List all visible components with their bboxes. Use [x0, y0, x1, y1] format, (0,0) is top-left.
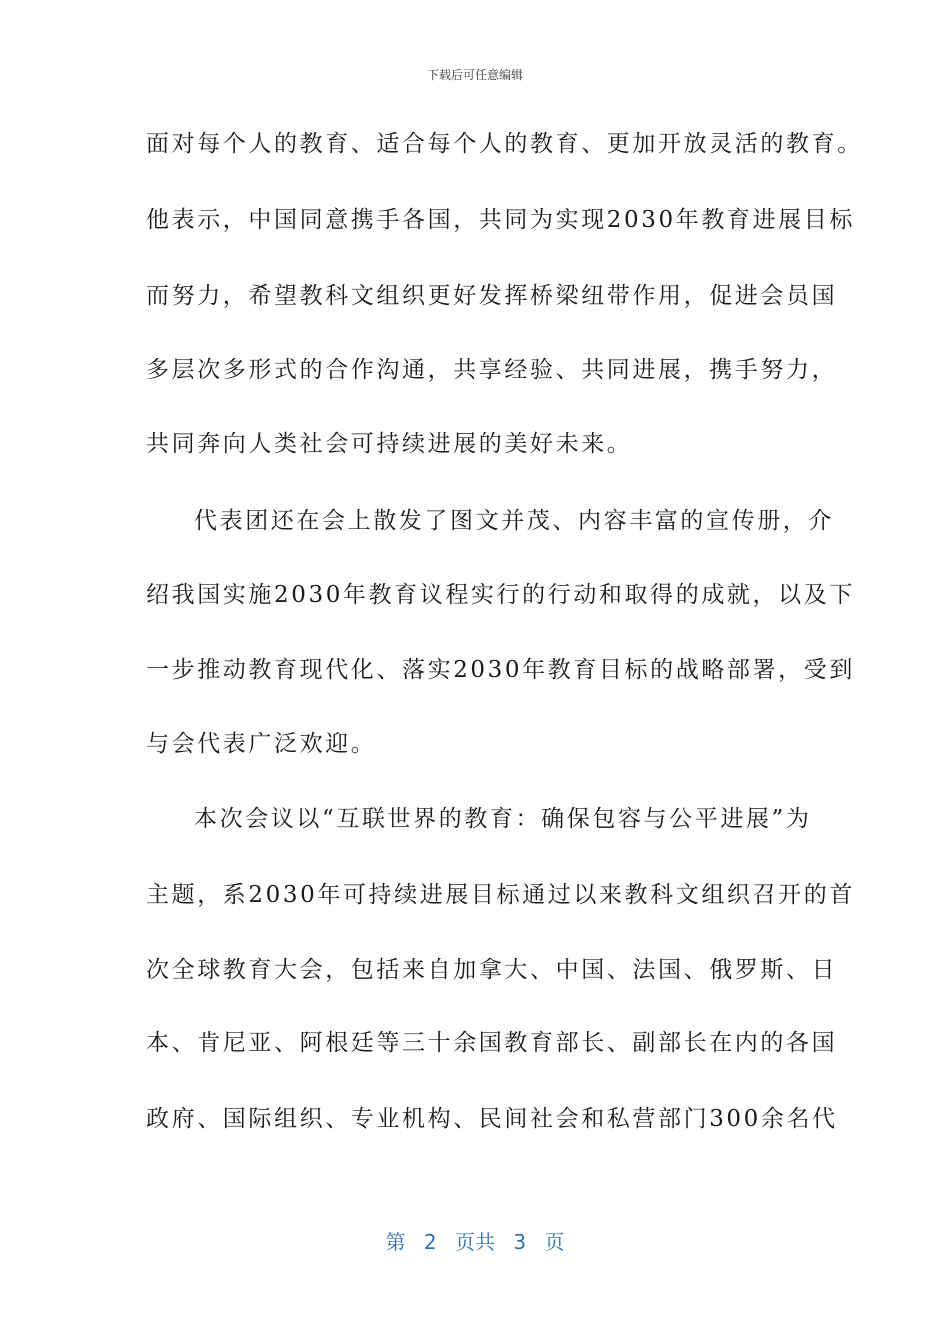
body-line-14: 政府、国际组织、专业机构、民间社会和私营部门300余名代 [146, 1106, 838, 1132]
body-line-2: 他表示，中国同意携手各国，共同为实现2030年教育进展目标 [146, 207, 855, 233]
footer-current-page: 2 [423, 1230, 437, 1254]
body-line-9: 与会代表广泛欢迎。 [146, 731, 377, 757]
footer-middle: 页共 [455, 1230, 495, 1254]
body-line-11: 主题，系2030年可持续进展目标通过以来教科文组织召开的首 [146, 882, 855, 908]
body-line-12: 次全球教育大会，包括来自加拿大、中国、法国、俄罗斯、日 [146, 957, 838, 983]
body-line-10: 本次会议以“互联世界的教育：确保包容与公平进展”为 [194, 806, 812, 832]
body-line-6: 代表团还在会上散发了图文并茂、内容丰富的宣传册，介 [194, 508, 834, 534]
body-line-5: 共同奔向人类社会可持续进展的美好未来。 [146, 431, 633, 457]
body-line-4: 多层次多形式的合作沟通，共享经验、共同进展，携手努力， [146, 357, 838, 383]
body-line-1: 面对每个人的教育、适合每个人的教育、更加开放灵活的教育。 [146, 131, 863, 157]
body-line-13: 本、肯尼亚、阿根廷等三十余国教育部长、副部长在内的各国 [146, 1030, 838, 1056]
body-line-8: 一步推动教育现代化、落实2030年教育目标的战略部署，受到 [146, 657, 855, 683]
body-line-3: 而努力，希望教科文组织更好发挥桥梁纽带作用，促进会员国 [146, 283, 838, 309]
page-header: 下载后可任意编辑 [426, 68, 523, 82]
footer-prefix: 第 [385, 1230, 406, 1254]
body-line-7: 绍我国实施2030年教育议程实行的行动和取得的成就，以及下 [146, 582, 855, 608]
page-footer [0, 1226, 950, 1255]
footer-total-pages: 3 [513, 1230, 527, 1254]
footer-suffix: 页 [544, 1230, 565, 1254]
